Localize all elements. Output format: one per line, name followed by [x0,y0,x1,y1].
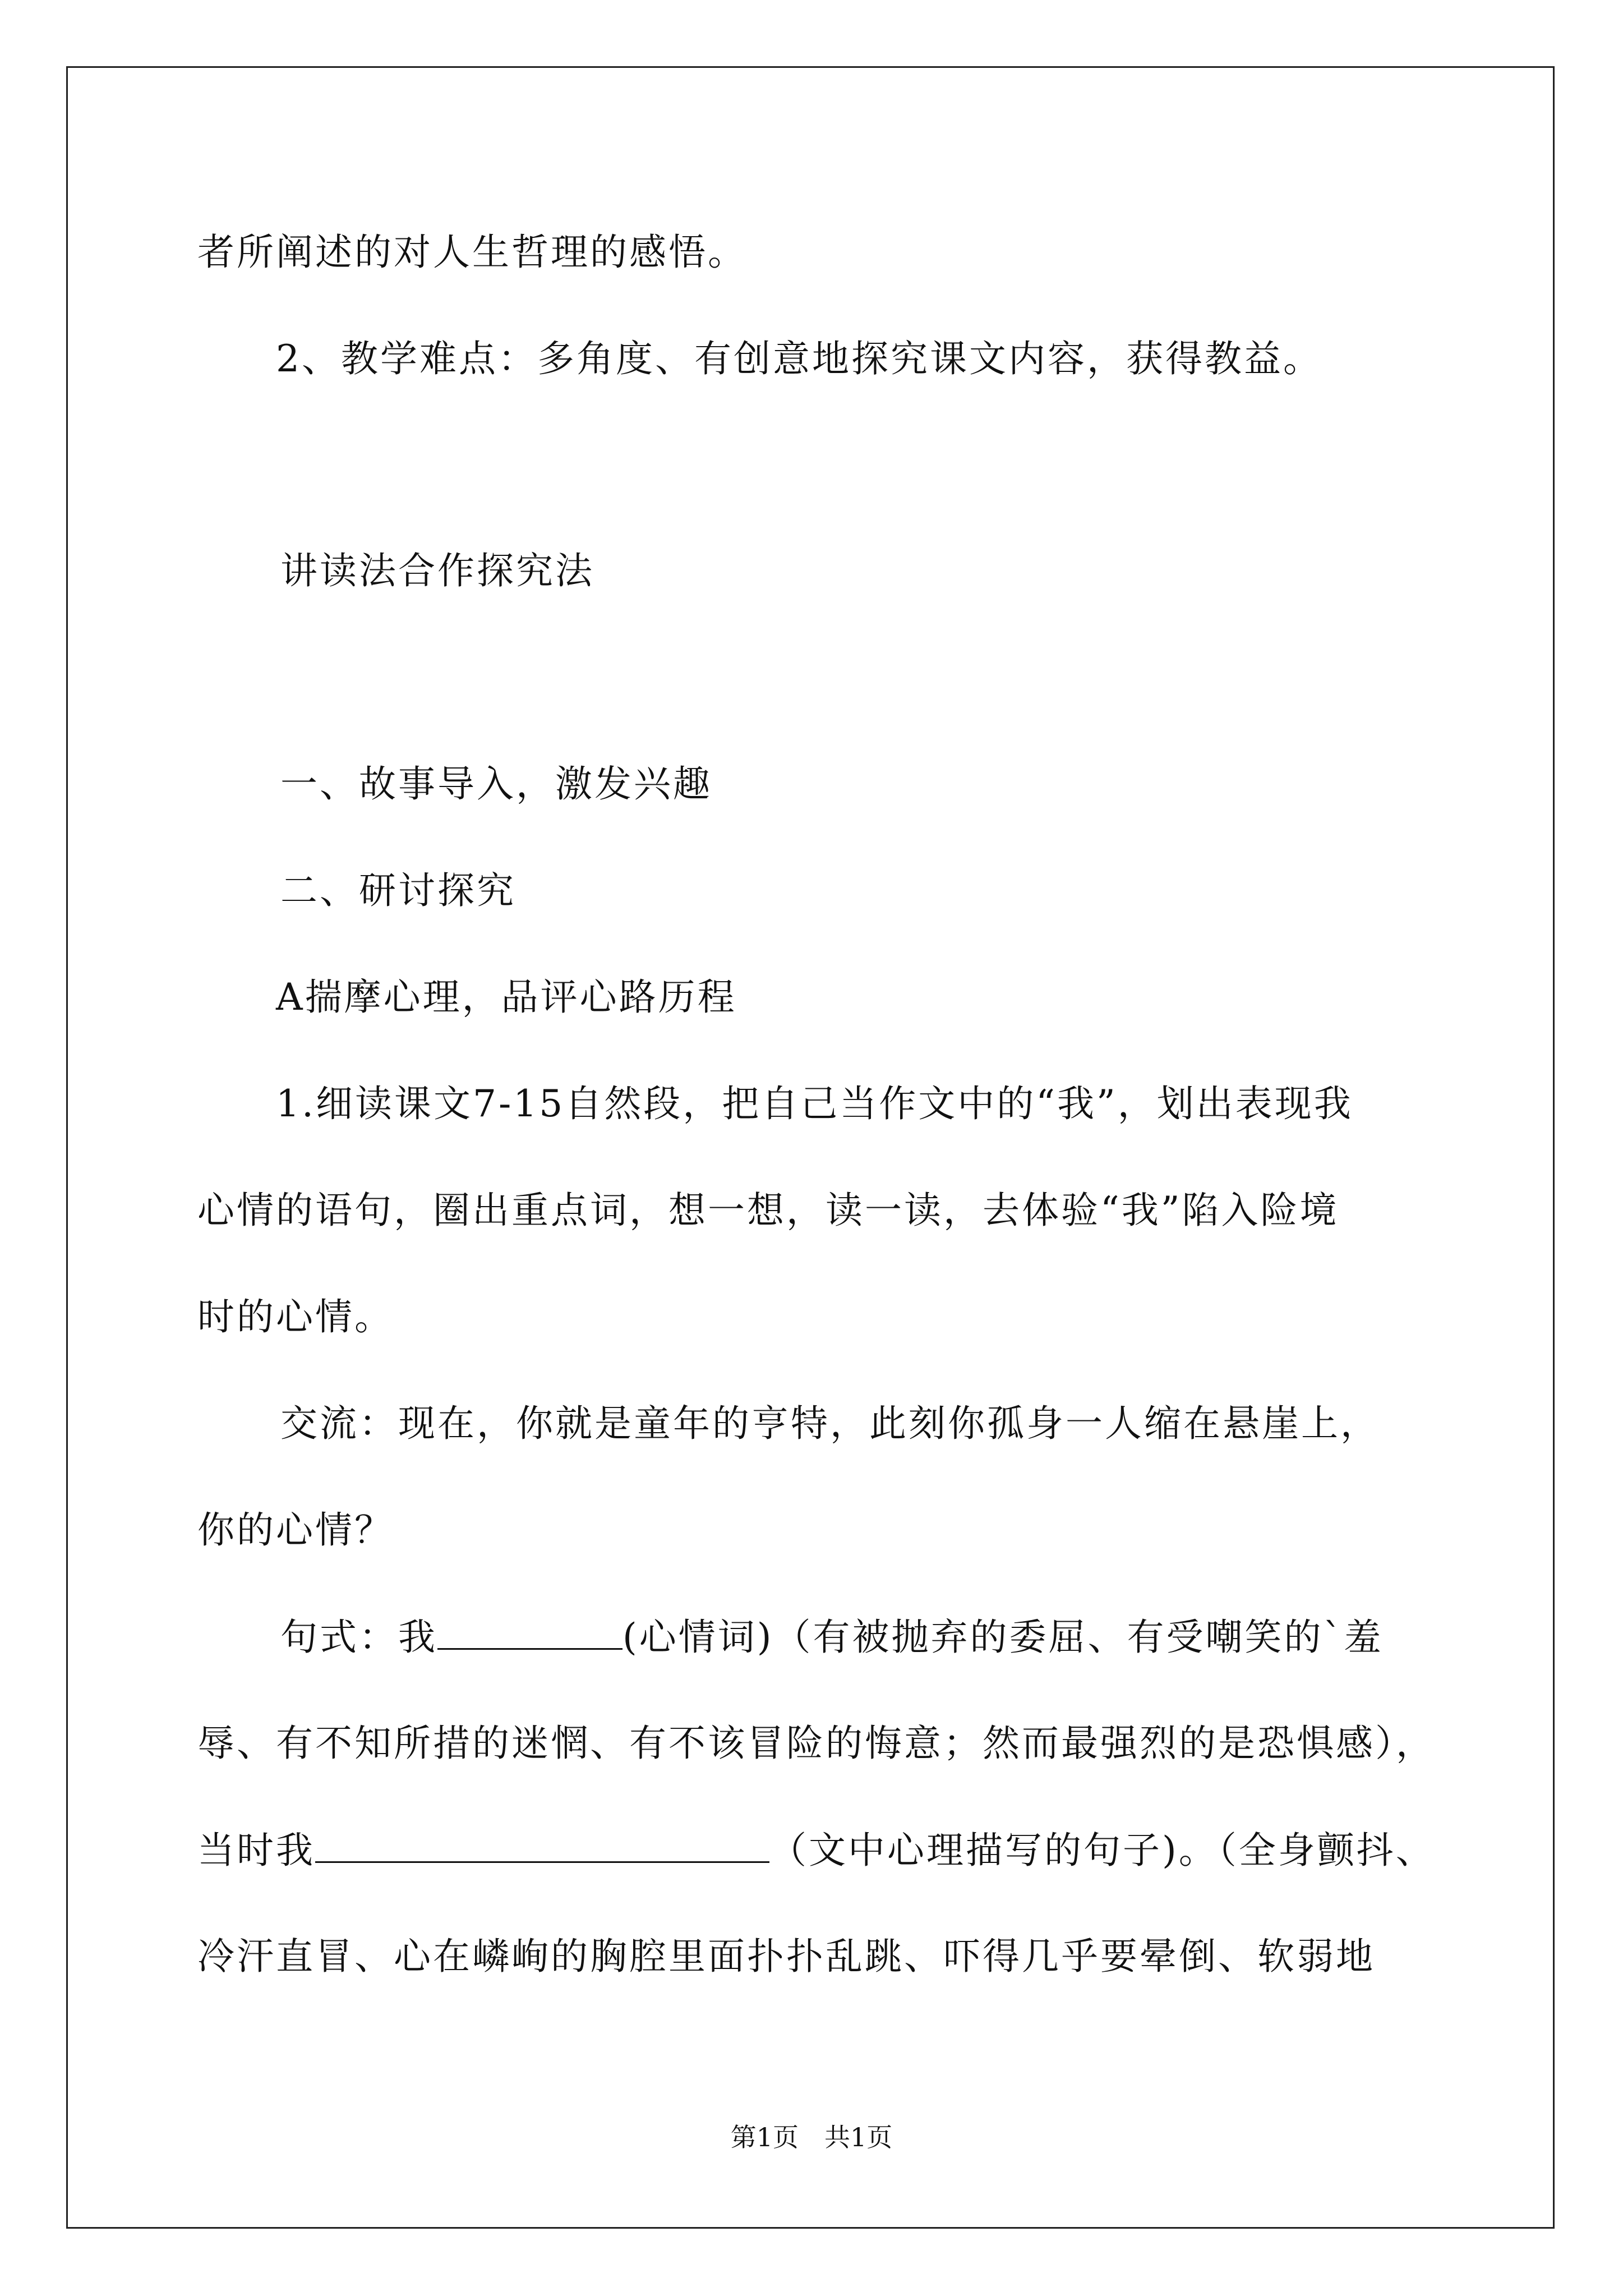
fill-in-line [197,1828,1435,1873]
text-line: 2、教学难点：多角度、有创意地探究课文内容，获得教益。 [276,337,1322,380]
subsection-heading: A揣摩心理，品评心路历程 [276,976,737,1019]
text-line: 时的心情。 [197,1295,394,1338]
section-heading: 一、故事导入，激发兴趣 [280,762,712,806]
text-line: 冷汗直冒、心在嶙峋的胸腔里面扑扑乱跳、吓得几乎要晕倒、软弱地 [197,1935,1375,1978]
text-line: 交流：现在，你就是童年的亨特，此刻你孤身一人缩在悬崖上， [280,1402,1380,1445]
sentence-pattern-text: (心情词)（有被抛弃的委屈、有受嘲笑的`羞 [623,1616,1384,1659]
sentence-pattern-label: 句式：我 [280,1616,437,1659]
fill-in-blank [315,1828,769,1863]
page-border [66,66,1555,2229]
page-footer: 第1页 共1页 [730,2122,893,2152]
text-line: 辱、有不知所措的迷惘、有不该冒险的悔意；然而最强烈的是恐惧感）， [197,1722,1435,1765]
section-heading: 二、研讨探究 [280,869,516,912]
text-line: 者所阐述的对人生哲理的感悟。 [197,231,747,274]
fill-in-line [280,1614,1384,1660]
fill-in-blank [437,1614,623,1650]
sentence-pattern-text: （文中心理描写的句子)。（全身颤抖、 [769,1829,1435,1872]
text-line: 1.细读课文7-15自然段，把自己当作文中的“我”，划出表现我 [276,1082,1353,1125]
sentence-pattern-label: 当时我 [197,1829,315,1872]
text-line: 你的心情？ [197,1508,394,1552]
method-heading: 讲读法合作探究法 [280,549,594,592]
text-line: 心情的语句，圈出重点词，想一想，读一读，去体验“我”陷入险境 [197,1189,1339,1232]
